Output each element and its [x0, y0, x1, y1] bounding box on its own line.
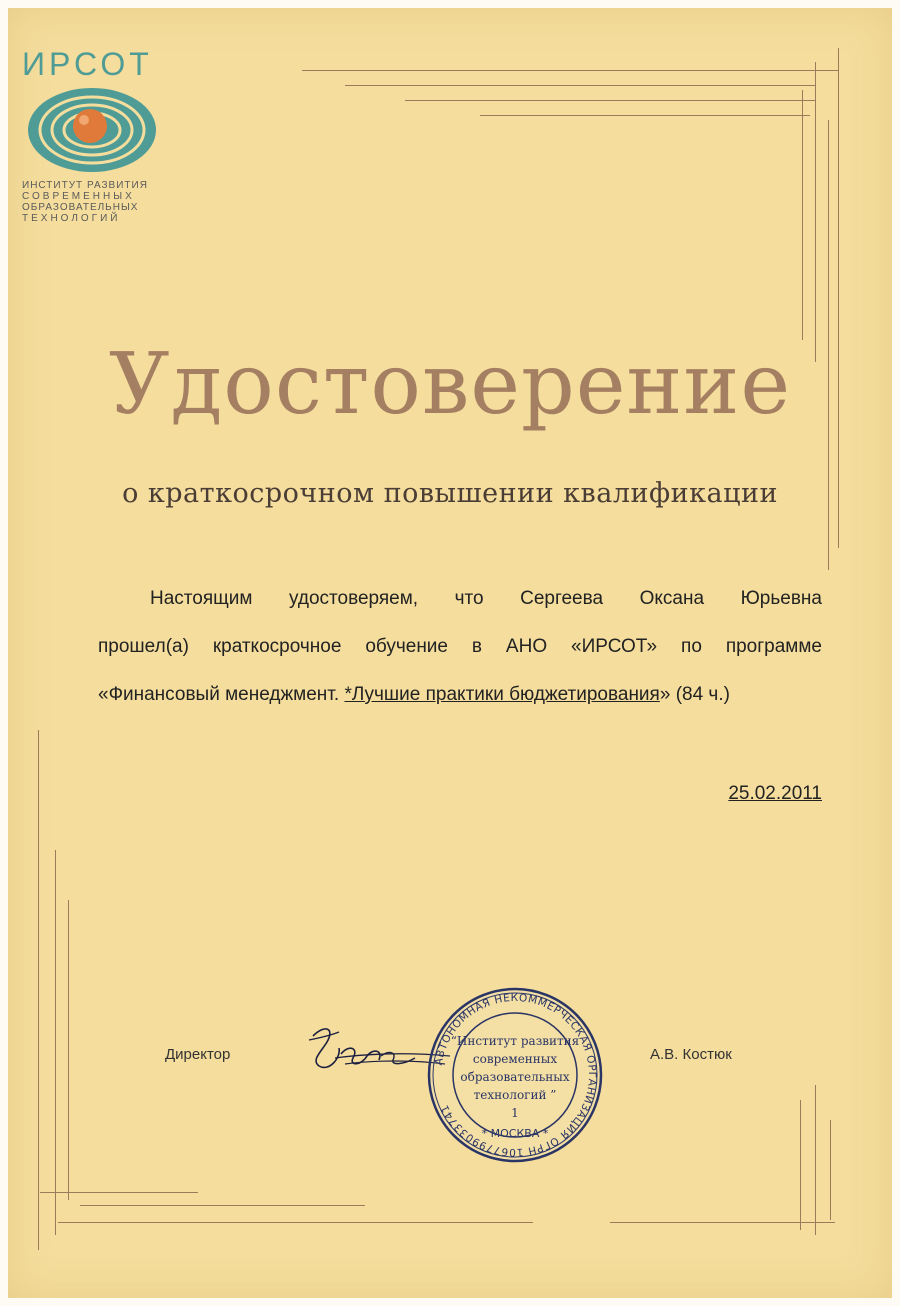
- border-line: [58, 1222, 533, 1223]
- border-line: [815, 1085, 816, 1235]
- border-line: [302, 70, 838, 71]
- issue-date: 25.02.2011: [728, 783, 822, 804]
- official-stamp: [425, 985, 605, 1165]
- logo-emblem-icon: [22, 80, 162, 180]
- border-line: [830, 1120, 831, 1220]
- border-line: [800, 1100, 801, 1230]
- body-text-line-1: [150, 588, 822, 610]
- program-suffix: » (84 ч.): [659, 684, 730, 705]
- stamp-inner-line: современных: [472, 1052, 558, 1066]
- certificate-title: Удостоверение: [108, 335, 792, 433]
- director-name: А.В. Костюк: [650, 1046, 732, 1063]
- body-text: прошел(а) краткосрочное обучение в АНО «ИРСОТ» по программе: [98, 636, 822, 657]
- program-name: *Лучшие практики бюджетирования: [344, 684, 660, 705]
- body-text-line-3: [98, 684, 822, 706]
- body-text-line-2: [98, 636, 822, 658]
- logo-wordmark: ИРСОТ: [22, 46, 153, 82]
- logo-caption-line: ТЕХНОЛОГИЙ: [22, 213, 121, 224]
- border-line: [38, 730, 39, 1250]
- certificate-subtitle: о краткосрочном повышении квалификации: [122, 478, 778, 509]
- stamp-number: 1: [511, 1106, 519, 1120]
- logo-caption: [22, 180, 162, 224]
- stamp-inner-line: образовательных: [460, 1070, 570, 1084]
- border-line: [68, 900, 69, 1200]
- logo-caption-line: СОВРЕМЕННЫХ: [22, 191, 135, 202]
- border-line: [345, 85, 815, 86]
- border-line: [610, 1222, 835, 1223]
- border-line: [802, 90, 803, 340]
- border-line: [838, 48, 839, 548]
- border-line: [405, 100, 815, 101]
- border-line: [40, 1192, 198, 1193]
- signatory-role: Директор: [165, 1046, 231, 1063]
- border-line: [815, 62, 816, 362]
- logo-caption-line: ОБРАЗОВАТЕЛЬНЫХ: [22, 202, 139, 213]
- logo-caption-line: ИНСТИТУТ РАЗВИТИЯ: [22, 180, 148, 191]
- stamp-city: * МОСКВА *: [481, 1127, 549, 1140]
- stamp-inner-line: технологий ”: [473, 1088, 557, 1102]
- border-line: [480, 115, 810, 116]
- stamp-outer-text: АВТОНОМНАЯ НЕКОММЕРЧЕСКАЯ ОРГАНИЗАЦИЯ ОГРН 1067799033741: [432, 991, 599, 1159]
- stamp-inner-line: “Институт развития: [450, 1034, 580, 1048]
- border-line: [80, 1205, 365, 1206]
- body-text: Настоящим удостоверяем, что Сергеева Оксана Юрьевна: [150, 588, 822, 609]
- border-line: [55, 850, 56, 1235]
- program-prefix: «Финансовый менеджмент.: [98, 684, 345, 705]
